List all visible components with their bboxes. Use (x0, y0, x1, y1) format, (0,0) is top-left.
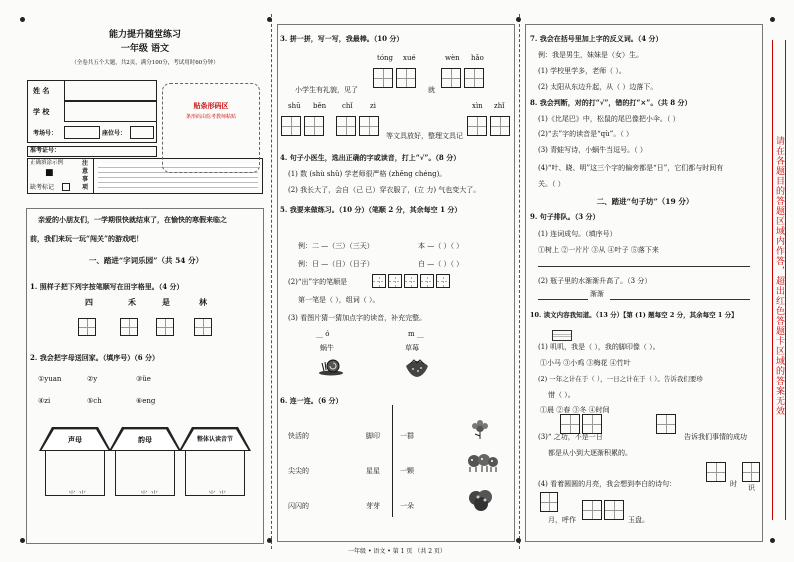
q2-option: ④zi (38, 397, 51, 405)
snail-icon (318, 358, 344, 376)
school-field[interactable] (64, 101, 157, 122)
grass-icon: ⺌ ⺌ (208, 490, 227, 499)
tianzige-box[interactable] (656, 414, 676, 434)
tianzige-box[interactable] (604, 500, 624, 520)
column-divider (519, 14, 520, 549)
q4-item: (2) 我长大了，会自（己 已）穿衣服了，(立 力) 气也变大了。 (288, 186, 481, 194)
q5-pinyin-blank: __ ó (316, 330, 330, 338)
tianzige-box[interactable] (467, 116, 487, 136)
binding-hole (770, 17, 775, 22)
q10-poem-text: 玉盘。 (628, 516, 649, 524)
q5-first-stroke: 第一笔是（ ），组词（ ）。 (298, 296, 380, 304)
exam-note: （全卷共五个大题，共2页，满分100分，考试用时60分钟） (71, 60, 219, 66)
q1-char: 林 (199, 297, 207, 307)
q9-item: (1) 连词成句。（填序号） (538, 230, 617, 238)
q2-option: ⑥eng (136, 397, 156, 405)
question-8: 8. 我会判断，对的打“√”，错的打“×”。（共 8 分） (530, 98, 692, 107)
binding-hole (770, 538, 775, 543)
q3-pinyin: shū (288, 102, 301, 110)
tianzige-box[interactable] (396, 68, 416, 88)
question-4: 4. 句子小医生，选出正确的字或读音，打上“√”。（8 分） (280, 153, 461, 162)
q3-pinyin: wèn (445, 54, 460, 62)
tianzige-box[interactable] (540, 492, 558, 512)
q3-pinyin: tóng (377, 54, 394, 62)
q2-option: ②y (87, 375, 98, 383)
q10-item: 告诉我们事情的成功 (684, 433, 747, 441)
binding-hole (516, 538, 521, 543)
seat-no-field[interactable] (130, 126, 154, 139)
name-field[interactable] (64, 80, 157, 101)
q5-blank: 白 —（ ）（ ） (418, 260, 464, 268)
exam-subtitle: 一年级 语文 (120, 44, 170, 54)
q3-pinyin: xìn (472, 102, 483, 110)
q5-example: 例：二 —（三）（三天） (298, 242, 374, 250)
stroke-box[interactable] (388, 274, 402, 288)
name-label: 姓 名 (33, 86, 50, 95)
q6-mid-item[interactable]: 星星 (366, 467, 380, 475)
grass-icon: ⺌ ⺌ (140, 490, 159, 499)
q5-blank: 本 —（ ）（ ） (418, 242, 464, 250)
q10-options: ①晨 ②春 ③冬 ④时间 (540, 406, 610, 414)
tianzige-box[interactable] (120, 318, 138, 336)
strawberry-icon (402, 358, 432, 378)
q3-pinyin: hǎo (471, 54, 484, 62)
tianzige-box[interactable] (464, 68, 484, 88)
q10-item: 惜（ ）。 (548, 391, 575, 399)
page-footer: 一年级 • 语文 • 第 1 页 （共 2 页） (348, 548, 446, 555)
q3-pinyin: chǐ (342, 102, 353, 110)
house-label: 声母 (68, 435, 82, 444)
fill-example-label: 正确填涂示例 (30, 160, 64, 166)
intro-line2: 前，我们来玩一玩“闯关”的游戏吧！ (30, 234, 144, 243)
flower-icon (468, 420, 492, 440)
question-6: 6. 连一连。（6 分） (280, 396, 343, 405)
q8-item: 关。（ ） (538, 180, 565, 188)
q8-item: (1)《比尾巴》中，松鼠的尾巴像把小伞。（ ） (538, 115, 680, 123)
q5-pinyin-blank: m __ (408, 330, 424, 338)
binding-hole (20, 17, 25, 22)
house-label: 整体认读音节 (196, 436, 233, 443)
q10-item: (4) 看着圆圆的月亮，我会想到李白的诗句： (538, 480, 677, 488)
school-label: 学 校 (33, 107, 50, 116)
tianzige-box[interactable] (359, 116, 379, 136)
tianzige-box[interactable] (582, 414, 602, 434)
stroke-box[interactable] (436, 274, 450, 288)
q10-poem-text: 月，呼作 (548, 516, 576, 524)
exam-no-field[interactable] (64, 126, 100, 139)
q6-right-item[interactable]: 一颗 (400, 467, 414, 475)
intro-line1: 亲爱的小朋友们，一学期很快就结束了，在愉快的寒假来临之 (38, 215, 227, 224)
question-5: 5. 我要来做练习。（10 分）（笔顺 2 分，其余每空 1 分） (280, 205, 462, 214)
question-1: 1. 照样子把下列字按笔顺写在田字格里。（4 分） (30, 282, 184, 291)
q5-example: 例：日 —（日）（日子） (298, 260, 374, 268)
q5-pic-label: 蜗牛 (320, 344, 334, 352)
tianzige-box[interactable] (336, 116, 356, 136)
q10-options: ①小马 ③小鸡 ③梅花 ④竹叶 (540, 359, 631, 367)
binding-hole (267, 538, 272, 543)
question-3: 3. 拼一拼，写一写，我最棒。（10 分） (280, 34, 404, 43)
question-2: 2. 我会把字母送回家。（填序号）（6 分） (30, 353, 160, 362)
q5-pic-label: 草莓 (405, 344, 419, 352)
house-label: 韵母 (138, 435, 152, 444)
tianzige-box[interactable] (742, 462, 760, 482)
missing-label: 缺考标记 (30, 184, 55, 191)
question-10: 10. 读文内容我知道。（13 分）【第 (1) 题每空 2 分，其余每空 1 分】 (530, 311, 738, 319)
fill-example-mark: ■ (45, 168, 54, 178)
q8-item: (4)“叶、晓、明”这三个字的偏旁都是“日”，它们都与时间有 (538, 164, 724, 172)
tianzige-box[interactable] (156, 318, 174, 336)
q3-text: 等文具放好，整理文具记 (386, 132, 463, 140)
q3-pinyin: xué (403, 54, 416, 62)
answer-warning-text: 请在各题目的答题区域内作答，超出红色答题卡区域的答案无效 (774, 136, 784, 416)
q2-option: ③üe (136, 375, 151, 383)
tianzige-box[interactable] (582, 500, 602, 520)
pinyin-box[interactable] (552, 330, 572, 341)
exam-title: 能力提升随堂练习 (108, 30, 181, 40)
q7-example: 例：我是男生，妹妹是（女）生。 (538, 51, 643, 59)
flower-bush-icon (466, 488, 496, 514)
column-divider (271, 14, 272, 549)
q3-text: 就 (428, 86, 435, 94)
q3-pinyin: zhǐ (494, 102, 505, 110)
question-7: 7. 我会在括号里加上字的反义词。（4 分） (530, 34, 663, 43)
q6-left-item[interactable]: 闪闪的 (288, 502, 309, 510)
q6-mid-item[interactable]: 脚印 (366, 432, 380, 440)
tianzige-box[interactable] (78, 318, 96, 336)
q8-item: (2)“去”字的读音是“qù”。（ ） (538, 130, 633, 138)
q1-char: 禾 (128, 297, 136, 307)
q10-poem-char: 识 (748, 484, 755, 492)
ticket-label: 准考证号： (30, 147, 61, 154)
q10-item: 都是从小到大逐渐积累的。 (548, 449, 632, 457)
q6-right-item[interactable]: 一朵 (400, 502, 414, 510)
q2-option: ⑤ch (87, 397, 102, 405)
q1-char: 四 (85, 297, 93, 307)
q10-item: (1) 叽叽，我是（ ），我的脚印像（ ）。 (538, 343, 660, 351)
section2-heading: 二、踏进“句子坊”（19 分） (596, 197, 694, 206)
q3-pinyin: běn (313, 102, 327, 110)
q3-pinyin: zi (370, 102, 376, 110)
q7-item: (1) 学校里学多，老师（ ）。 (538, 67, 626, 75)
q10-item: (2) 一年之计在于（ ），一日之计在于（ ）。告诉我们要珍 (538, 375, 703, 383)
q1-char: 是 (162, 297, 170, 307)
tianzige-box[interactable] (441, 68, 461, 88)
tianzige-box[interactable] (560, 414, 580, 434)
q3-text: 小学生有礼貌，见了 (295, 86, 358, 94)
tianzige-box[interactable] (373, 68, 393, 88)
q5-reading: (3) 看图片猜一猜加点字的读音，补充完整。 (288, 314, 427, 322)
question-9: 9. 句子排队。（3 分） (530, 212, 600, 221)
q10-item: (3)“ 之功，不是一日 (538, 433, 603, 441)
sheep-group-icon (466, 452, 500, 474)
q6-left-item[interactable]: 尖尖的 (288, 467, 309, 475)
tianzige-box[interactable] (706, 462, 726, 482)
q6-mid-item[interactable]: 芽芽 (366, 502, 380, 510)
q5-stroke-order: (2)“出”字的笔顺是 (288, 278, 348, 286)
stroke-box[interactable] (372, 274, 386, 288)
barcode-area (162, 83, 260, 173)
q10-poem-char: 时 (730, 480, 737, 488)
q6-right-item[interactable]: 一群 (400, 432, 414, 440)
barcode-area-note: 条形码由监考教师粘贴 (185, 114, 236, 120)
barcode-area-title: 贴条形码区 (193, 101, 229, 110)
binding-hole (20, 538, 25, 543)
q4-item: (1) 数 (shù shǔ) 学老师很严格 (zhěng chéng)。 (288, 170, 447, 178)
answer-line[interactable] (538, 266, 750, 267)
tianzige-box[interactable] (304, 116, 324, 136)
tianzige-box[interactable] (281, 116, 301, 136)
answer-line[interactable] (610, 299, 750, 300)
q7-item: (2) 太阳从东边升起，从（ ）边落下。 (538, 83, 658, 91)
notice-label: 注意事项 (82, 160, 89, 191)
stroke-box[interactable] (420, 274, 434, 288)
tianzige-box[interactable] (490, 116, 510, 136)
answer-line[interactable] (538, 299, 588, 300)
q9-keyword: 渐渐 (590, 290, 604, 298)
q8-item: (3) 青蛙写诗，小蜗牛当逗号。（ ） (538, 146, 647, 154)
tianzige-box[interactable] (194, 318, 212, 336)
exam-no-label: 考场号： (33, 130, 58, 137)
seat-no-label: 座位号： (102, 130, 127, 137)
q9-options: ①树上 ②一片片 ③从 ④叶子 ⑤落下来 (538, 246, 659, 254)
missing-checkbox[interactable] (62, 183, 70, 191)
q2-option: ①yuan (38, 375, 62, 383)
binding-hole (267, 17, 272, 22)
q9-item: (2) 瓶子里的水渐渐升高了。（3 分） (538, 277, 652, 285)
stroke-box[interactable] (404, 274, 418, 288)
answer-warning-sidebar (772, 40, 786, 520)
q6-left-item[interactable]: 快活的 (288, 432, 309, 440)
section1-heading: 一、踏进“字词乐园”（共 54 分） (88, 256, 204, 265)
grass-icon: ⺌ ⺌ (68, 490, 87, 499)
binding-hole (516, 17, 521, 22)
q6-divider (392, 405, 393, 517)
